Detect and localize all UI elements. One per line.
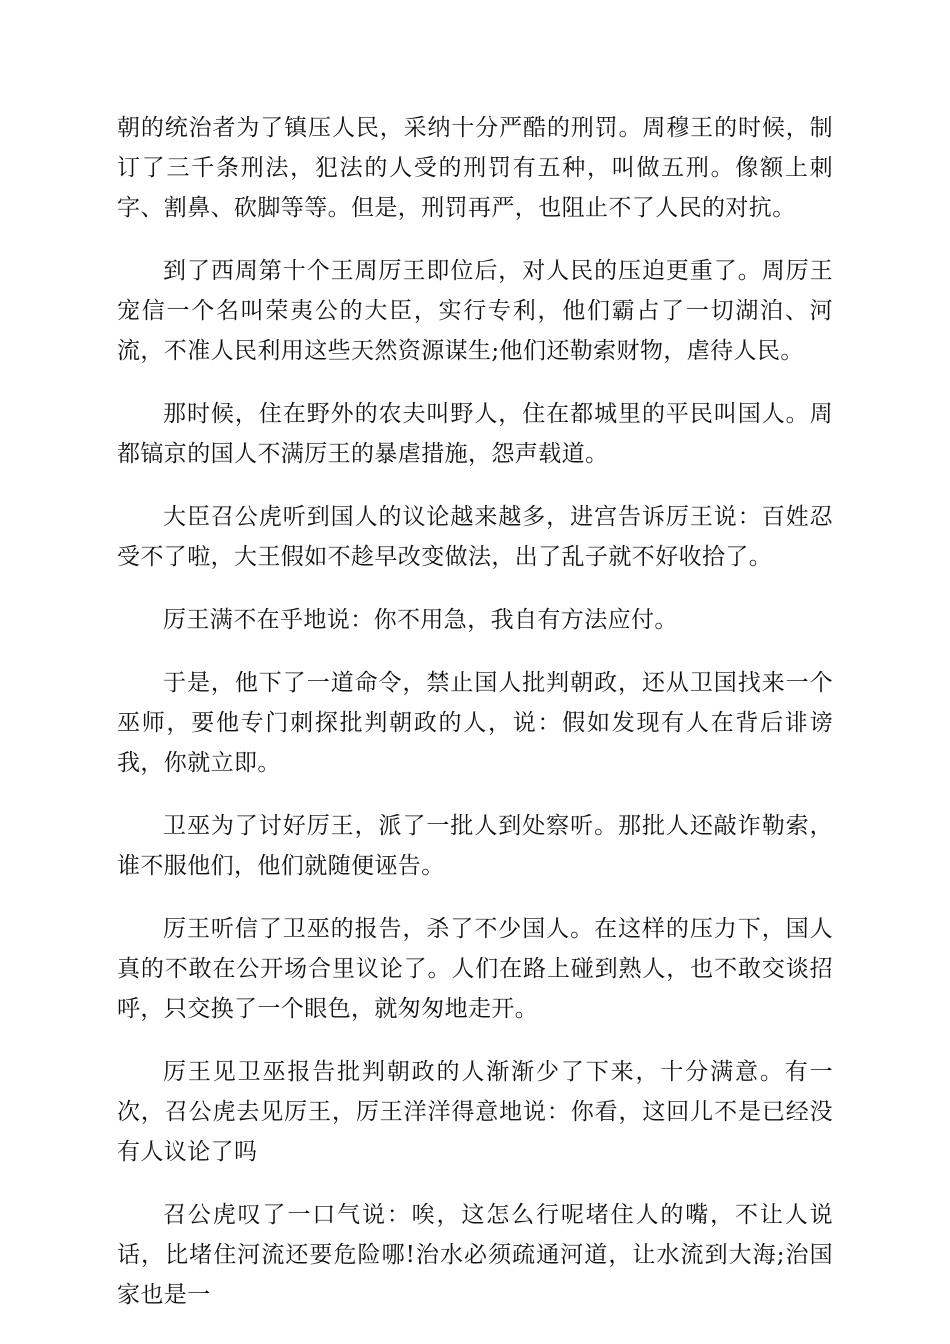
paragraph-5: 厉王满不在乎地说：你不用急，我自有方法应付。 — [163, 607, 678, 633]
paragraph-10: 召公虎叹了一口气说：唉，这怎么行呢堵住人的嘴，不让人说话，比堵住河流还要危险哪!治水必须疏通河道，让水流到大海;治国家也是一 — [117, 1202, 833, 1308]
paragraph-4: 大臣召公虎听到国人的议论越来越多，进宫告诉厉王说：百姓忍受不了啦，大王假如不趁早改变做法，出了乱子就不好收拾了。 — [117, 504, 833, 570]
paragraph-3: 那时候，住在野外的农夫叫野人，住在都城里的平民叫国人。周都镐京的国人不满厉王的暴虐措施，怨声载道。 — [117, 401, 833, 467]
paragraph-7: 卫巫为了讨好厉王，派了一批人到处察听。那批人还敲诈勒索，谁不服他们，他们就随便诬告。 — [117, 813, 833, 879]
document-body — [117, 108, 833, 1338]
paragraph-6: 于是，他下了一道命令，禁止国人批判朝政，还从卫国找来一个巫师，要他专门刺探批判朝政的人，说：假如发现有人在背后诽谤我，你就立即。 — [117, 670, 833, 776]
paragraph-2: 到了西周第十个王周厉王即位后，对人民的压迫更重了。周厉王宠信一个名叫荣夷公的大臣，实行专利，他们霸占了一切湖泊、河流，不准人民利用这些天然资源谋生;他们还勒索财物，虐待人民。 — [117, 258, 833, 364]
paragraph-8: 厉王听信了卫巫的报告，杀了不少国人。在这样的压力下，国人真的不敢在公开场合里议论了。人们在路上碰到熟人，也不敢交谈招呼，只交换了一个眼色，就匆匆地走开。 — [117, 916, 833, 1022]
paragraph-9: 厉王见卫巫报告批判朝政的人渐渐少了下来，十分满意。有一次，召公虎去见厉王，厉王洋洋得意地说：你看，这回儿不是已经没有人议论了吗 — [117, 1059, 833, 1165]
paragraph-1: 朝的统治者为了镇压人民，采纳十分严酷的刑罚。周穆王的时候，制订了三千条刑法，犯法的人受的刑罚有五种，叫做五刑。像额上刺字、割鼻、砍脚等等。但是，刑罚再严，也阻止不了人民的对抗。 — [117, 115, 833, 221]
